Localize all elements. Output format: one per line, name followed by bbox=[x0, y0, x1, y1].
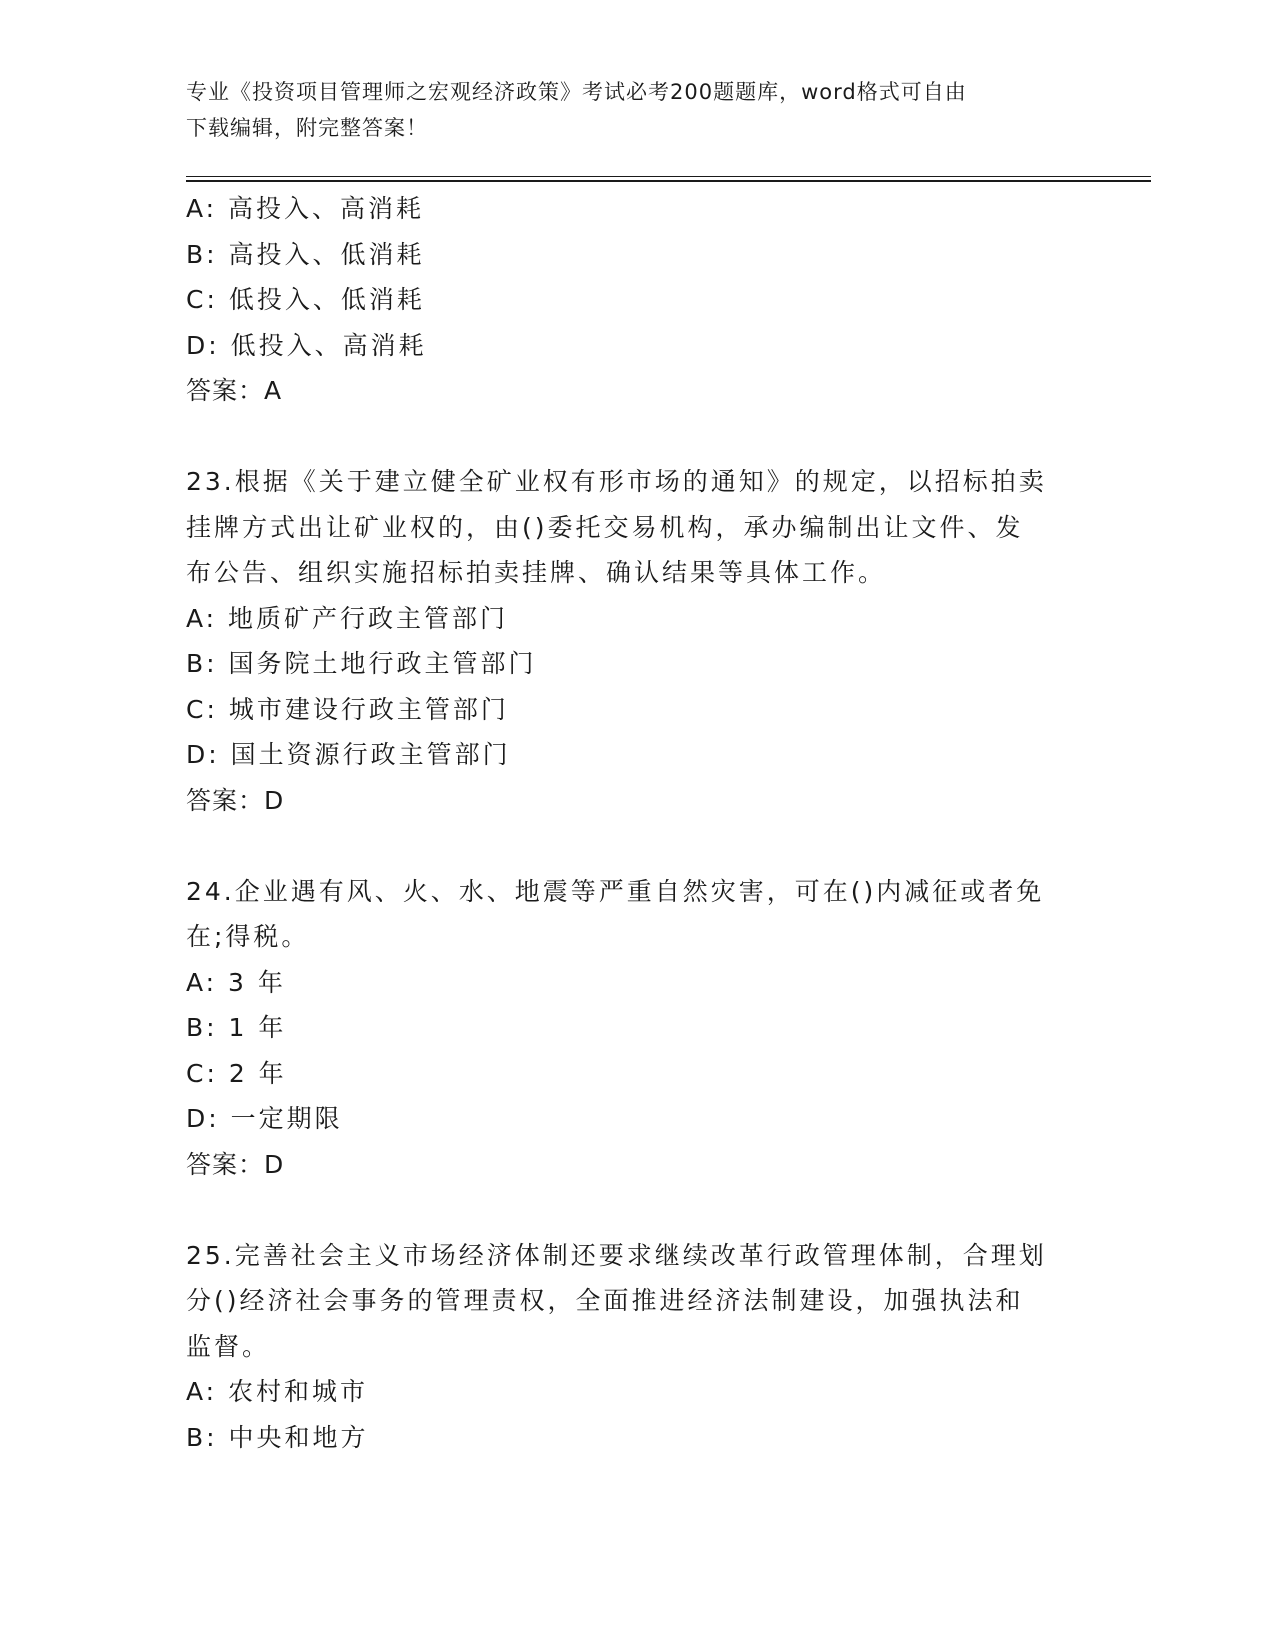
option-a: A: 地质矿产行政主管部门 bbox=[186, 603, 509, 633]
header-divider-thin bbox=[186, 176, 1151, 177]
option-c: C: 城市建设行政主管部门 bbox=[186, 694, 509, 724]
option-a: A: 农村和城市 bbox=[186, 1377, 369, 1406]
spacer bbox=[186, 1187, 1086, 1233]
question-stem: 布公告、组织实施招标拍卖挂牌、确认结果等具体工作。 bbox=[186, 558, 887, 587]
question-25 bbox=[186, 1233, 1086, 1461]
option-b: B: 1 年 bbox=[186, 1013, 287, 1042]
option-d: D: 国土资源行政主管部门 bbox=[186, 740, 511, 769]
question-stem: 监督。 bbox=[186, 1331, 271, 1361]
answer: 答案：D bbox=[186, 1149, 285, 1179]
option-c: C: 2 年 bbox=[186, 1058, 287, 1088]
answer: 答案：A bbox=[186, 376, 283, 405]
spacer bbox=[186, 414, 1086, 460]
question-stem: 24.企业遇有风、火、水、地震等严重自然灾害，可在()内减征或者免 bbox=[186, 876, 1045, 906]
option-a: A: 高投入、高消耗 bbox=[186, 194, 425, 223]
question-stem: 25.完善社会主义市场经济体制还要求继续改革行政管理体制，合理划 bbox=[186, 1240, 1047, 1270]
option-d: D: 低投入、高消耗 bbox=[186, 330, 427, 360]
question-stem: 23.根据《关于建立健全矿业权有形市场的通知》的规定，以招标拍卖 bbox=[186, 467, 1047, 496]
option-c: C: 低投入、低消耗 bbox=[186, 285, 425, 314]
question-list bbox=[186, 186, 1086, 1460]
option-a: A: 3 年 bbox=[186, 967, 286, 997]
header-divider-thick bbox=[186, 180, 1151, 182]
question-24 bbox=[186, 869, 1086, 1188]
option-b: B: 高投入、低消耗 bbox=[186, 239, 425, 269]
option-b: B: 中央和地方 bbox=[186, 1422, 369, 1452]
option-d: D: 一定期限 bbox=[186, 1104, 343, 1133]
option-b: B: 国务院土地行政主管部门 bbox=[186, 649, 537, 678]
answer: 答案：D bbox=[186, 785, 285, 815]
spacer bbox=[186, 823, 1086, 869]
question-22-options bbox=[186, 186, 1086, 414]
document-header bbox=[186, 74, 1066, 146]
question-stem: 分()经济社会事务的管理责权，全面推进经济法制建设，加强执法和 bbox=[186, 1286, 1024, 1315]
header-line-1: 专业《投资项目管理师之宏观经济政策》考试必考200题题库，word格式可自由 bbox=[186, 80, 967, 104]
question-stem: 挂牌方式出让矿业权的，由()委托交易机构，承办编制出让文件、发 bbox=[186, 512, 1024, 542]
question-23 bbox=[186, 459, 1086, 823]
header-line-2: 下载编辑，附完整答案！ bbox=[186, 116, 428, 140]
question-stem: 在;得税。 bbox=[186, 922, 310, 951]
